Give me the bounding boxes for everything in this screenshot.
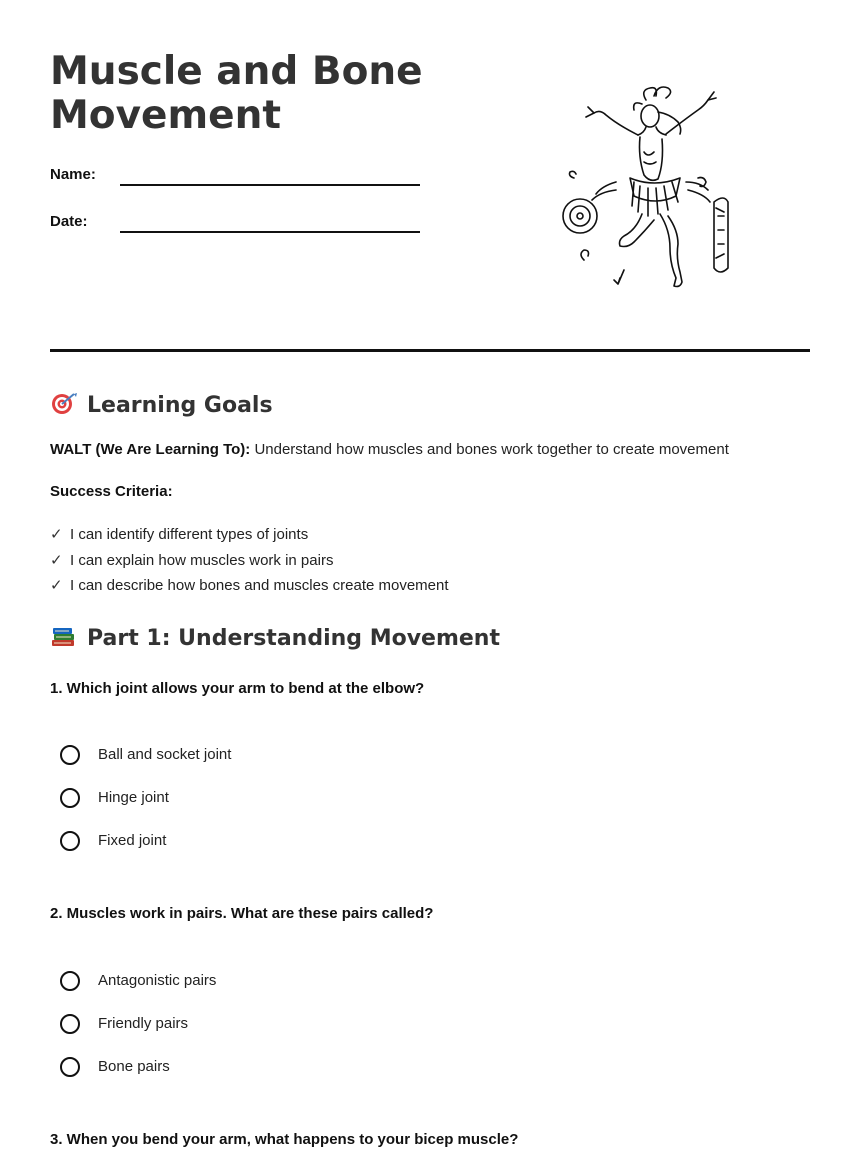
radio-button[interactable]: [60, 971, 80, 991]
option-label: Antagonistic pairs: [98, 972, 217, 989]
name-label: Name:: [50, 166, 96, 183]
checkmark-icon: ✓: [50, 577, 63, 594]
option-label: Hinge joint: [98, 789, 169, 806]
criteria-item: [50, 524, 449, 550]
checkmark-icon: ✓: [50, 526, 63, 543]
learning-goals-title: Learning Goals: [87, 393, 273, 418]
target-dart-icon: [50, 391, 78, 415]
question-1: 1. Which joint allows your arm to bend at the elbow?: [50, 680, 425, 697]
walt-text: Understand how muscles and bones work together to create movement: [250, 441, 729, 458]
checkmark-icon: ✓: [50, 551, 63, 569]
criteria-text: I can describe how bones and muscles create movement: [70, 577, 449, 594]
name-line[interactable]: [120, 184, 420, 186]
criteria-item: [50, 550, 449, 576]
learning-goals-heading: [50, 391, 273, 418]
name-field[interactable]: [50, 166, 470, 190]
radio-button[interactable]: [60, 831, 80, 851]
date-field[interactable]: [50, 213, 470, 237]
part1-title: Part 1: Understanding Movement: [87, 626, 500, 651]
criteria-text: I can explain how muscles work in pairs: [70, 551, 334, 569]
criteria-item: [50, 575, 449, 601]
option-label: Ball and socket joint: [98, 746, 232, 763]
radio-button[interactable]: [60, 788, 80, 808]
question-3: 3. When you bend your arm, what happens to your bicep muscle?: [50, 1131, 519, 1148]
walt-label: WALT (We Are Learning To):: [50, 441, 251, 458]
header-divider: [50, 349, 810, 352]
date-line[interactable]: [120, 231, 420, 233]
option-label: Fixed joint: [98, 832, 167, 849]
books-icon: [50, 624, 78, 648]
success-criteria-label: Success Criteria:: [50, 483, 173, 500]
success-criteria-list: [50, 524, 449, 601]
walt-statement: [50, 441, 729, 458]
option-label: Friendly pairs: [98, 1015, 189, 1032]
part1-heading: [50, 624, 500, 651]
question-2: 2. Muscles work in pairs. What are these pairs called?: [50, 905, 434, 922]
dancer-illustration: [558, 82, 758, 302]
radio-button[interactable]: [60, 745, 80, 765]
date-label: Date:: [50, 213, 88, 230]
option-label: Bone pairs: [98, 1058, 170, 1075]
radio-button[interactable]: [60, 1014, 80, 1034]
radio-button[interactable]: [60, 1057, 80, 1077]
criteria-text: I can identify different types of joints: [70, 526, 309, 543]
page-title: Muscle and Bone Movement: [50, 49, 423, 138]
